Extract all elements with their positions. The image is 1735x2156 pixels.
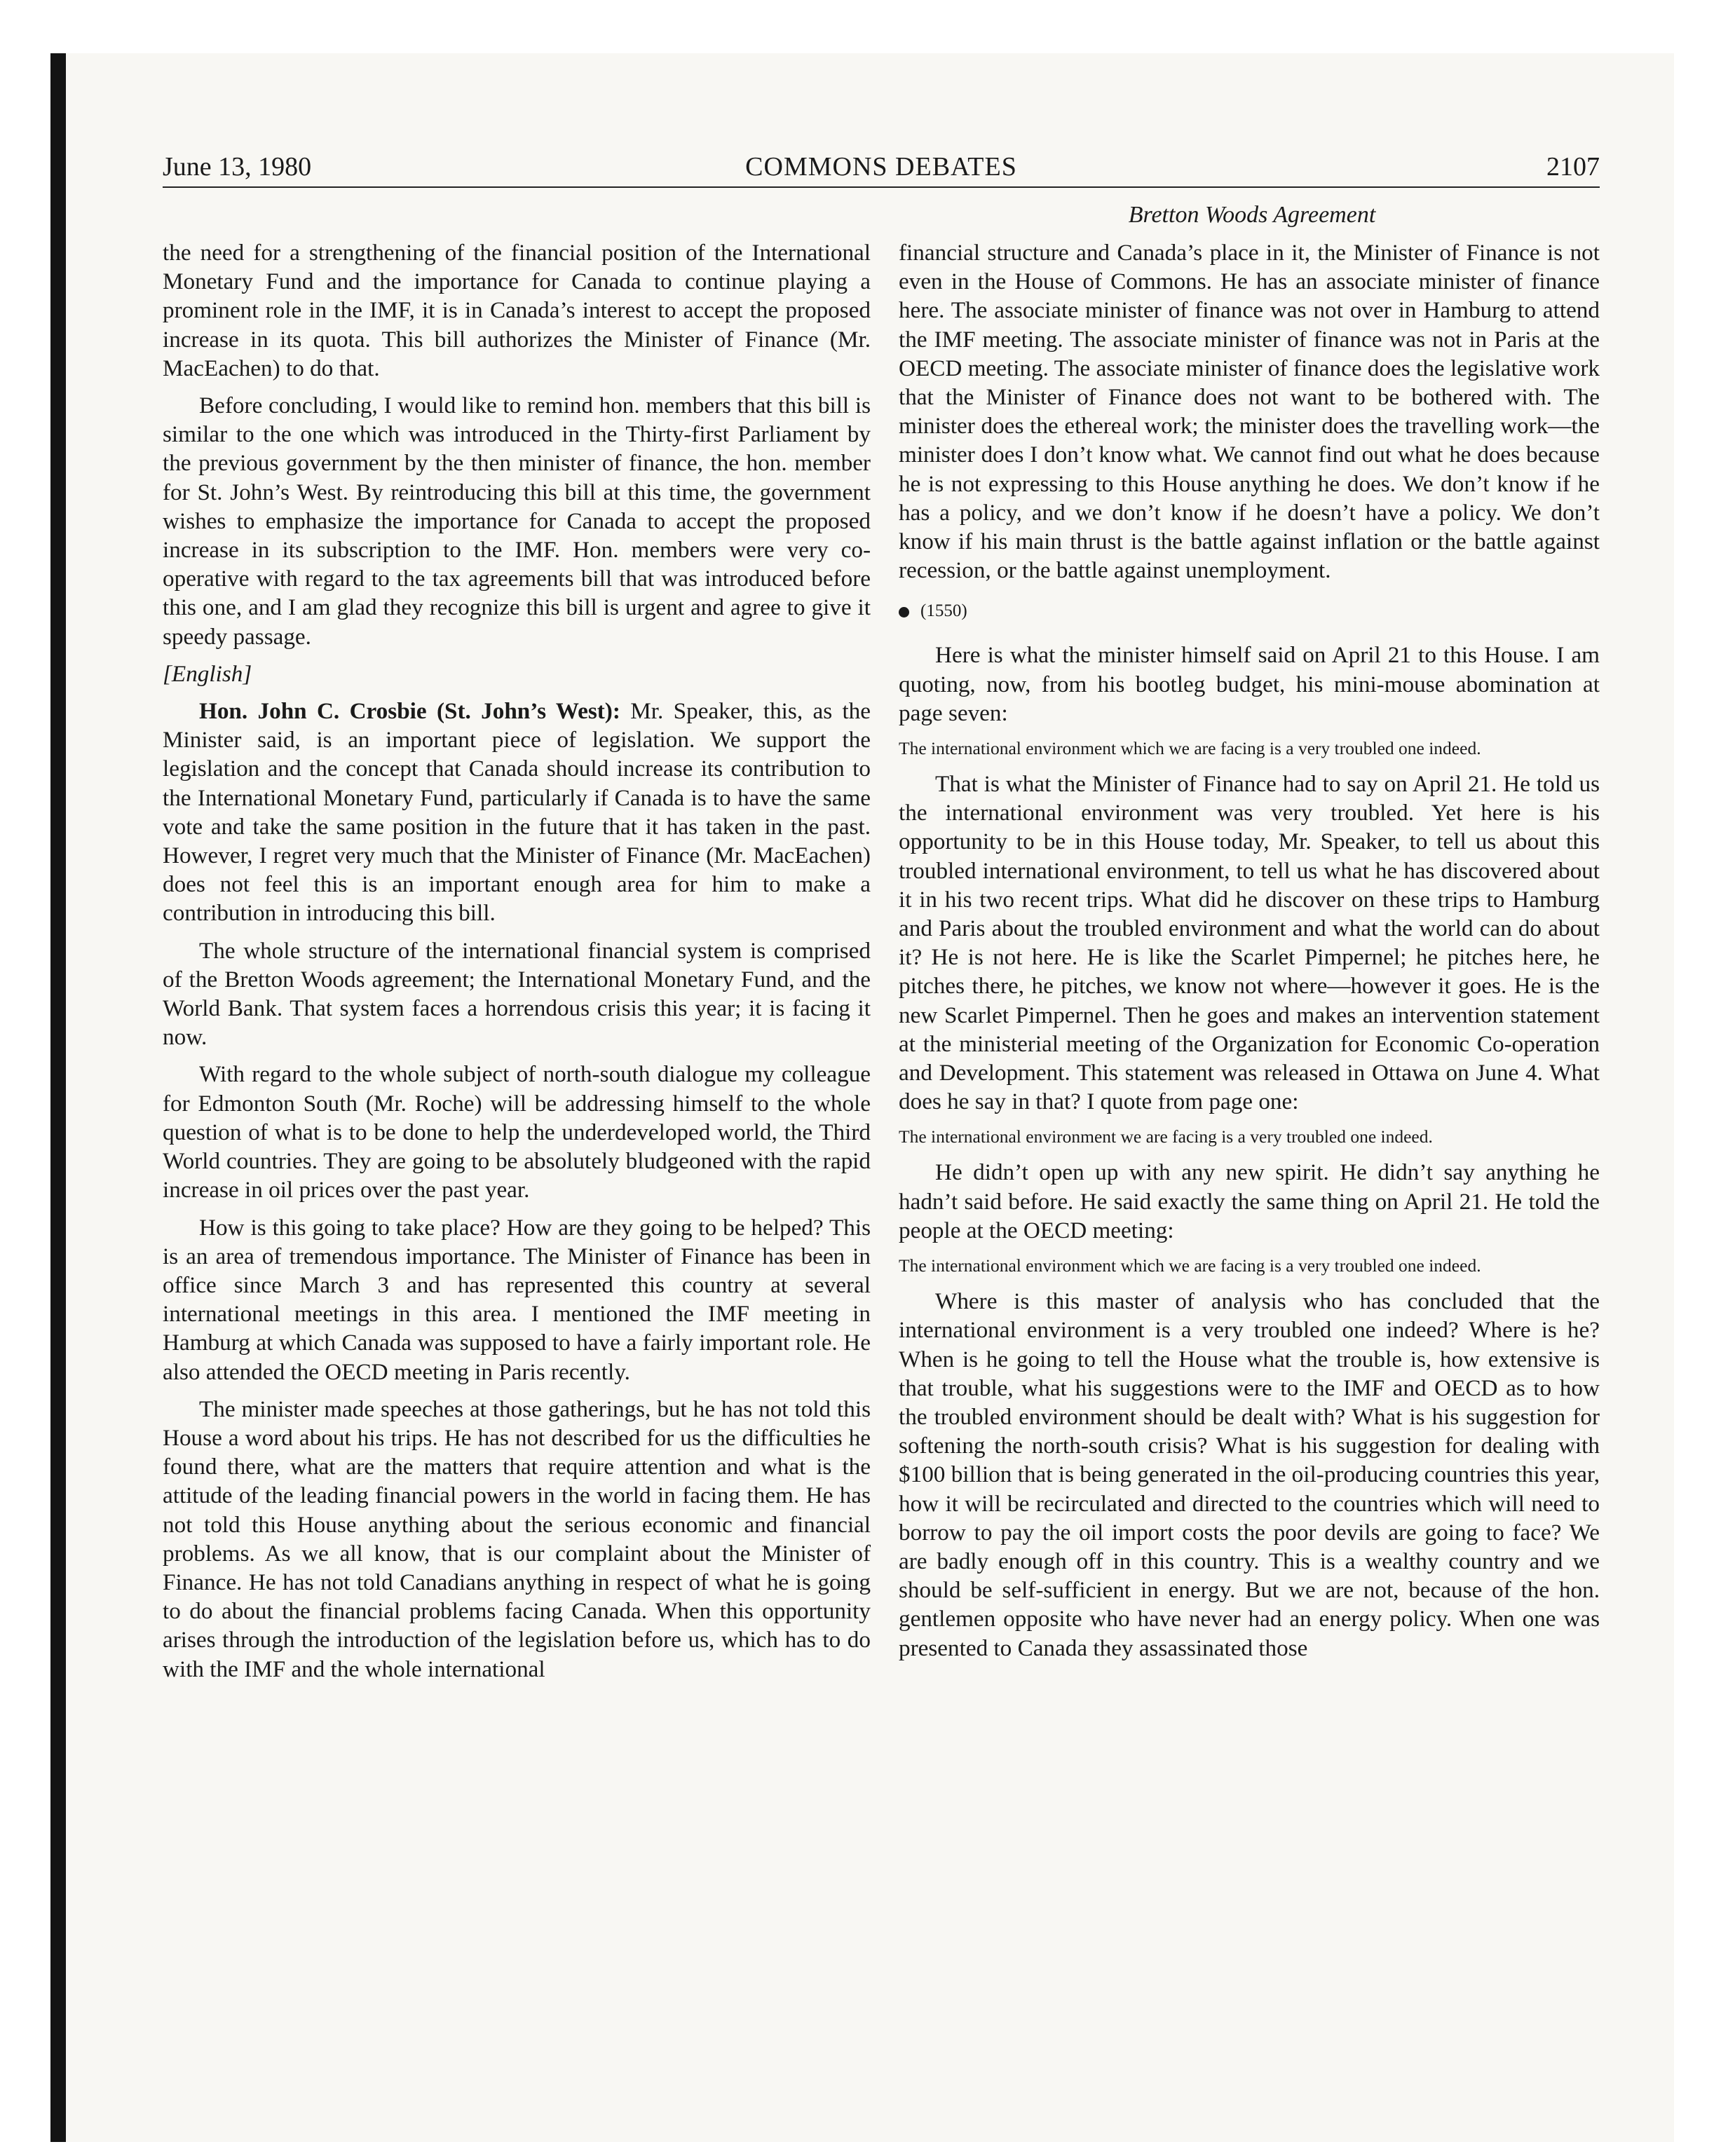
header-rule bbox=[163, 186, 1600, 188]
paragraph: He didn’t open up with any new spirit. He didn’t say anything he hadn’t said before. He said exactly the same thing on April 21. He told the people at the OECD meeting: bbox=[899, 1159, 1600, 1243]
header-journal-title: COMMONS DEBATES bbox=[745, 152, 1017, 182]
block-quote: The international environment we are facing is a very troubled one indeed. bbox=[899, 1126, 1433, 1147]
paragraph: Where is this master of analysis who has concluded that the international environment is a very troubled one indeed? Where is he? When is he going to tell the House what the trouble is, how extensive is that trouble, what his suggestions were to the IMF and OECD as to how the troubled environment should be dealt with? What is his suggestion for softening the north-south crisis? What is his suggestion for dealing with $100 billion that is being generated in the oil-producing countries this year, how it will be recirculated and directed to the countries which will need to borrow to pay the oil import costs the poor devils are going to face? We are badly enough off in this country. This is a wealthy country and we should be self-sufficient in energy. But we are not, because of the hon. gentlemen opposite who have never had an energy policy. When one was presented to Canada they assassinated those bbox=[899, 1288, 1600, 1661]
bullet-icon bbox=[899, 607, 909, 618]
speaker-paragraph bbox=[163, 697, 871, 928]
paragraph: Here is what the minister himself said on April 21 to this House. I am quoting, now, from his bootleg budget, his mini-mouse abomination at page seven: bbox=[899, 642, 1600, 726]
paragraph: the need for a strengthening of the financial position of the International Monetary Fund and the importance for Canada to continue playing a prominent role in the IMF, it is in Canada’s interest to accept the proposed increase in its quota. This bill authorizes the Minister of Finance (Mr. MacEachen) to do that. bbox=[163, 240, 871, 381]
paragraph: With regard to the whole subject of north-south dialogue my colleague for Edmonton South (Mr. Roche) will be addressing himself to the whole question of what is to be done to help the underdeveloped world, the Third World countries. They are going to be absolutely bludgeoned with the rapid increase in oil prices over the past year. bbox=[163, 1061, 871, 1203]
right-column bbox=[899, 238, 1600, 1671]
paragraph: How is this going to take place? How are they going to be helped? This is an area of tremendous importance. The Minister of Finance has been in office since March 3 and has represented this country at several international meetings in this area. I mentioned the IMF meeting in Hamburg at which Canada was supposed to have a fairly important role. He also attended the OECD meeting in Paris recently. bbox=[163, 1214, 871, 1385]
time-stamp-text: (1550) bbox=[920, 601, 967, 621]
header-page-number: 2107 bbox=[1546, 152, 1600, 182]
paragraph: Before concluding, I would like to remind hon. members that this bill is similar to the one which was introduced in the Thirty-first Parliament by the previous government by the then minister of finance, the hon. member for St. John’s West. By reintroducing this bill at this time, the government wishes to emphasize the importance for Canada to accept the proposed increase in its subscription to the IMF. Hon. members were very co-operative with regard to the tax agreements bill that was introduced before this one, and I am glad they recognize this bill is urgent and agree to give it speedy passage. bbox=[163, 393, 871, 650]
running-title: Bretton Woods Agreement bbox=[1128, 202, 1376, 228]
scan-edge-shadow bbox=[50, 53, 66, 2142]
language-tag: [English] bbox=[163, 660, 252, 687]
paragraph: The minister made speeches at those gatherings, but he has not told this House a word about his trips. He has not described for us the difficulties he found there, what are the matters that require attention and what is the attitude of the leading financial powers in the world in facing them. He has not told this House anything about the serious economic and financial problems. As we all know, that is our complaint about the Minister of Finance. He has not told Canadians anything in respect of what he is going to do about the financial problems facing Canada. When this opportunity arises through the introduction of the legislation before us, which has to do with the IMF and the whole international bbox=[163, 1396, 871, 1682]
header-date: June 13, 1980 bbox=[163, 152, 312, 182]
left-column bbox=[163, 238, 871, 1692]
paragraph: The whole structure of the international financial system is comprised of the Bretton Woods agreement; the International Monetary Fund, and the World Bank. That system faces a horrendous crisis this year; it is facing it now. bbox=[163, 937, 871, 1051]
time-stamp bbox=[899, 599, 1600, 624]
paragraph: financial structure and Canada’s place in it, the Minister of Finance is not even in the House of Commons. He has an associate minister of finance here. The associate minister of finance was not over in Hamburg to attend the IMF meeting. The associate minister of finance was not in Paris at the OECD meeting. The associate minister of finance does the legislative work that the Minister of Finance does not want to be bothered with. The minister does the ethereal work; the minister does the travelling work—the minister does I don’t know what. We cannot find out what he does because he is not expressing to this House anything he does. We don’t know if he has a policy, and we don’t know if he doesn’t have a policy. We don’t know if his main thrust is the battle against inflation or the battle against recession, or the battle against unemployment. bbox=[899, 240, 1600, 584]
speech-text: Mr. Speaker, this, as the Minister said, is an important piece of legislation. We support the legislation and the concept that Canada should increase its contribution to the International Monetary Fund, particularly if Canada is to have the same vote and take the same position in the future that it has taken in the past. However, I regret very much that the Minister of Finance (Mr. MacEachen) does not feel this is an important enough area for him to make a contribution in introducing this bill. bbox=[163, 698, 871, 927]
paragraph: That is what the Minister of Finance had to say on April 21. He told us the international environment was very troubled. Yet here is his opportunity to be in this House today, Mr. Speaker, to tell us about this troubled international environment, to tell us what he has discovered about it in his two recent trips. What did he discover on these trips to Hamburg and Paris about the troubled environment and what the world can do about it? He is not here. He is like the Scarlet Pimpernel; he pitches here, he pitches there, he pitches, we know not where—however it goes. He is the new Scarlet Pimpernel. Then he goes and makes an intervention statement at the ministerial meeting of the Organization for Economic Co-operation and Development. This statement was released in Ottawa on June 4. What does he say in that? I quote from page one: bbox=[899, 771, 1600, 1115]
speaker-name: Hon. John C. Crosbie (St. John’s West): bbox=[199, 698, 620, 725]
page-header bbox=[163, 147, 1600, 186]
block-quote: The international environment which we are facing is a very troubled one indeed. bbox=[899, 738, 1481, 759]
block-quote: The international environment which we are facing is a very troubled one indeed. bbox=[899, 1255, 1481, 1276]
